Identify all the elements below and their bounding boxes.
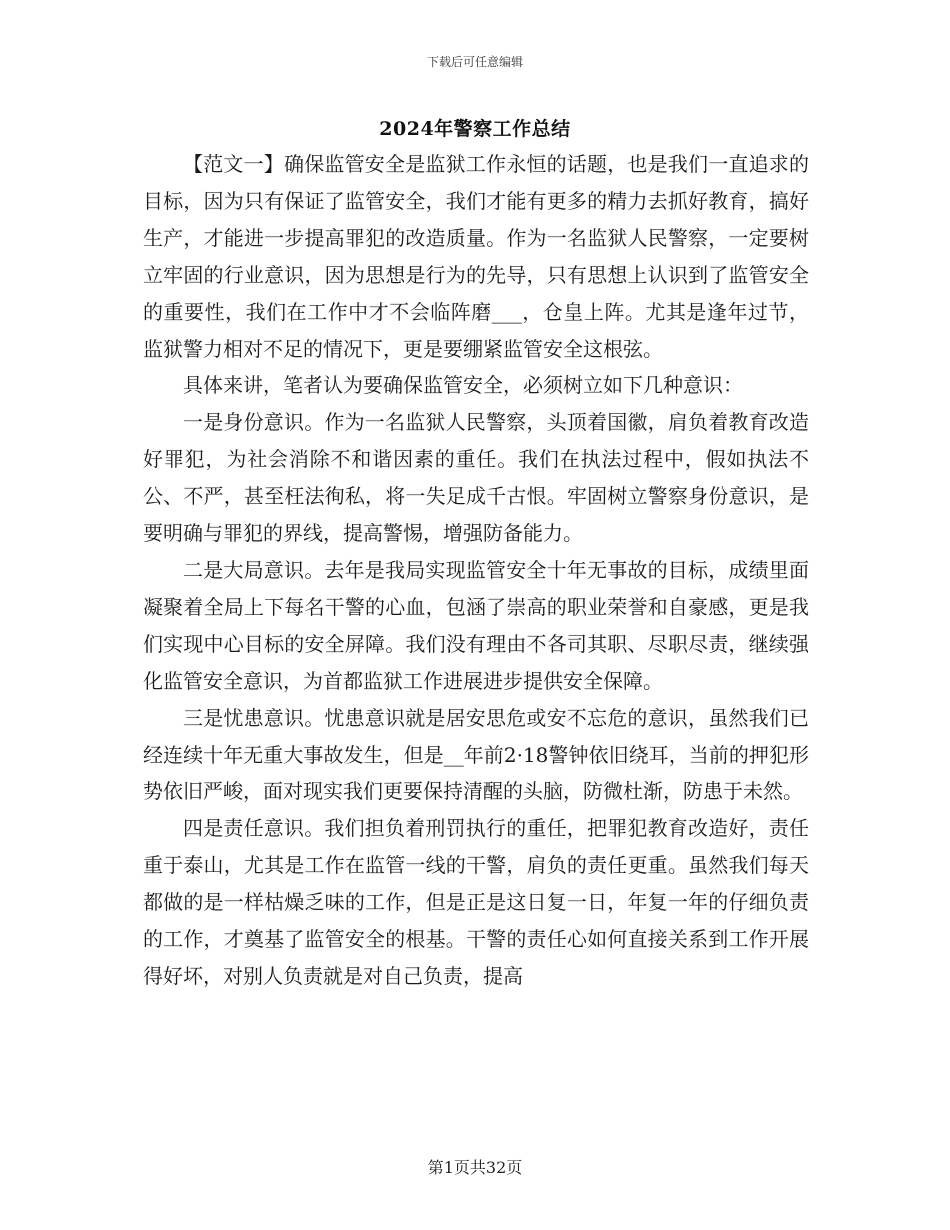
document-title: 2024年警察工作总结 (379, 118, 571, 140)
header-note: 下载后可任意编辑 (426, 55, 523, 69)
paragraph-overall-awareness: 二是大局意识。去年是我局实现监管安全十年无事故的目标，成绩里面凝聚着全局上下每名干警的心血，包涵了崇高的职业荣誉和自豪感，更是我们实现中心目标的安全屏障。我们没有理由不各司其职、尽职尽责，继续强化监管安全意识，为首都监狱工作进展进步提供安全保障。 (143, 557, 809, 693)
paragraph-intro: 【范文一】确保监管安全是监狱工作永恒的话题，也是我们一直追求的目标，因为只有保证了监管安全，我们才能有更多的精力去抓好教育，搞好生产，才能进一步提高罪犯的改造质量。作为一名监狱人民警察，一定要树立牢固的行业意识，因为思想是行为的先导，只有思想上认识到了监管安全的重要性，我们在工作中才不会临阵磨___，仓皇上阵。尤其是逢年过节，监狱警力相对不足的情况下，更是要绷紧监管安全这根弦。 (143, 152, 809, 361)
document-body (143, 146, 809, 995)
paragraph-risk-awareness: 三是忧患意识。忧患意识就是居安思危或安不忘危的意识，虽然我们已经连续十年无重大事故发生，但是__年前2·18警钟依旧绕耳，当前的押犯形势依旧严峻，面对现实我们更要保持清醒的头脑，防微杜渐，防患于未然。 (143, 705, 809, 804)
page-number: 第1页共32页 (427, 1158, 523, 1177)
paragraph-overview: 具体来讲，笔者认为要确保监管安全，必须树立如下几种意识： (183, 373, 743, 398)
paragraph-responsibility-awareness: 四是责任意识。我们担负着刑罚执行的重任，把罪犯教育改造好，责任重于泰山，尤其是工作在监管一线的干警，肩负的责任更重。虽然我们每天都做的是一样枯燥乏味的工作，但是正是这日复一日，年复一年的仔细负责的工作，才奠基了监管安全的根基。干警的责任心如何直接关系到工作开展得好坏，对别人负责就是对自己负责，提高 (143, 816, 809, 988)
paragraph-identity-awareness: 一是身份意识。作为一名监狱人民警察，头顶着国徽，肩负着教育改造好罪犯，为社会消除不和谐因素的重任。我们在执法过程中，假如执法不公、不严，甚至枉法徇私，将一失足成千古恨。牢固树立警察身份意识，是要明确与罪犯的界线，提高警惕，增强防备能力。 (143, 410, 809, 546)
